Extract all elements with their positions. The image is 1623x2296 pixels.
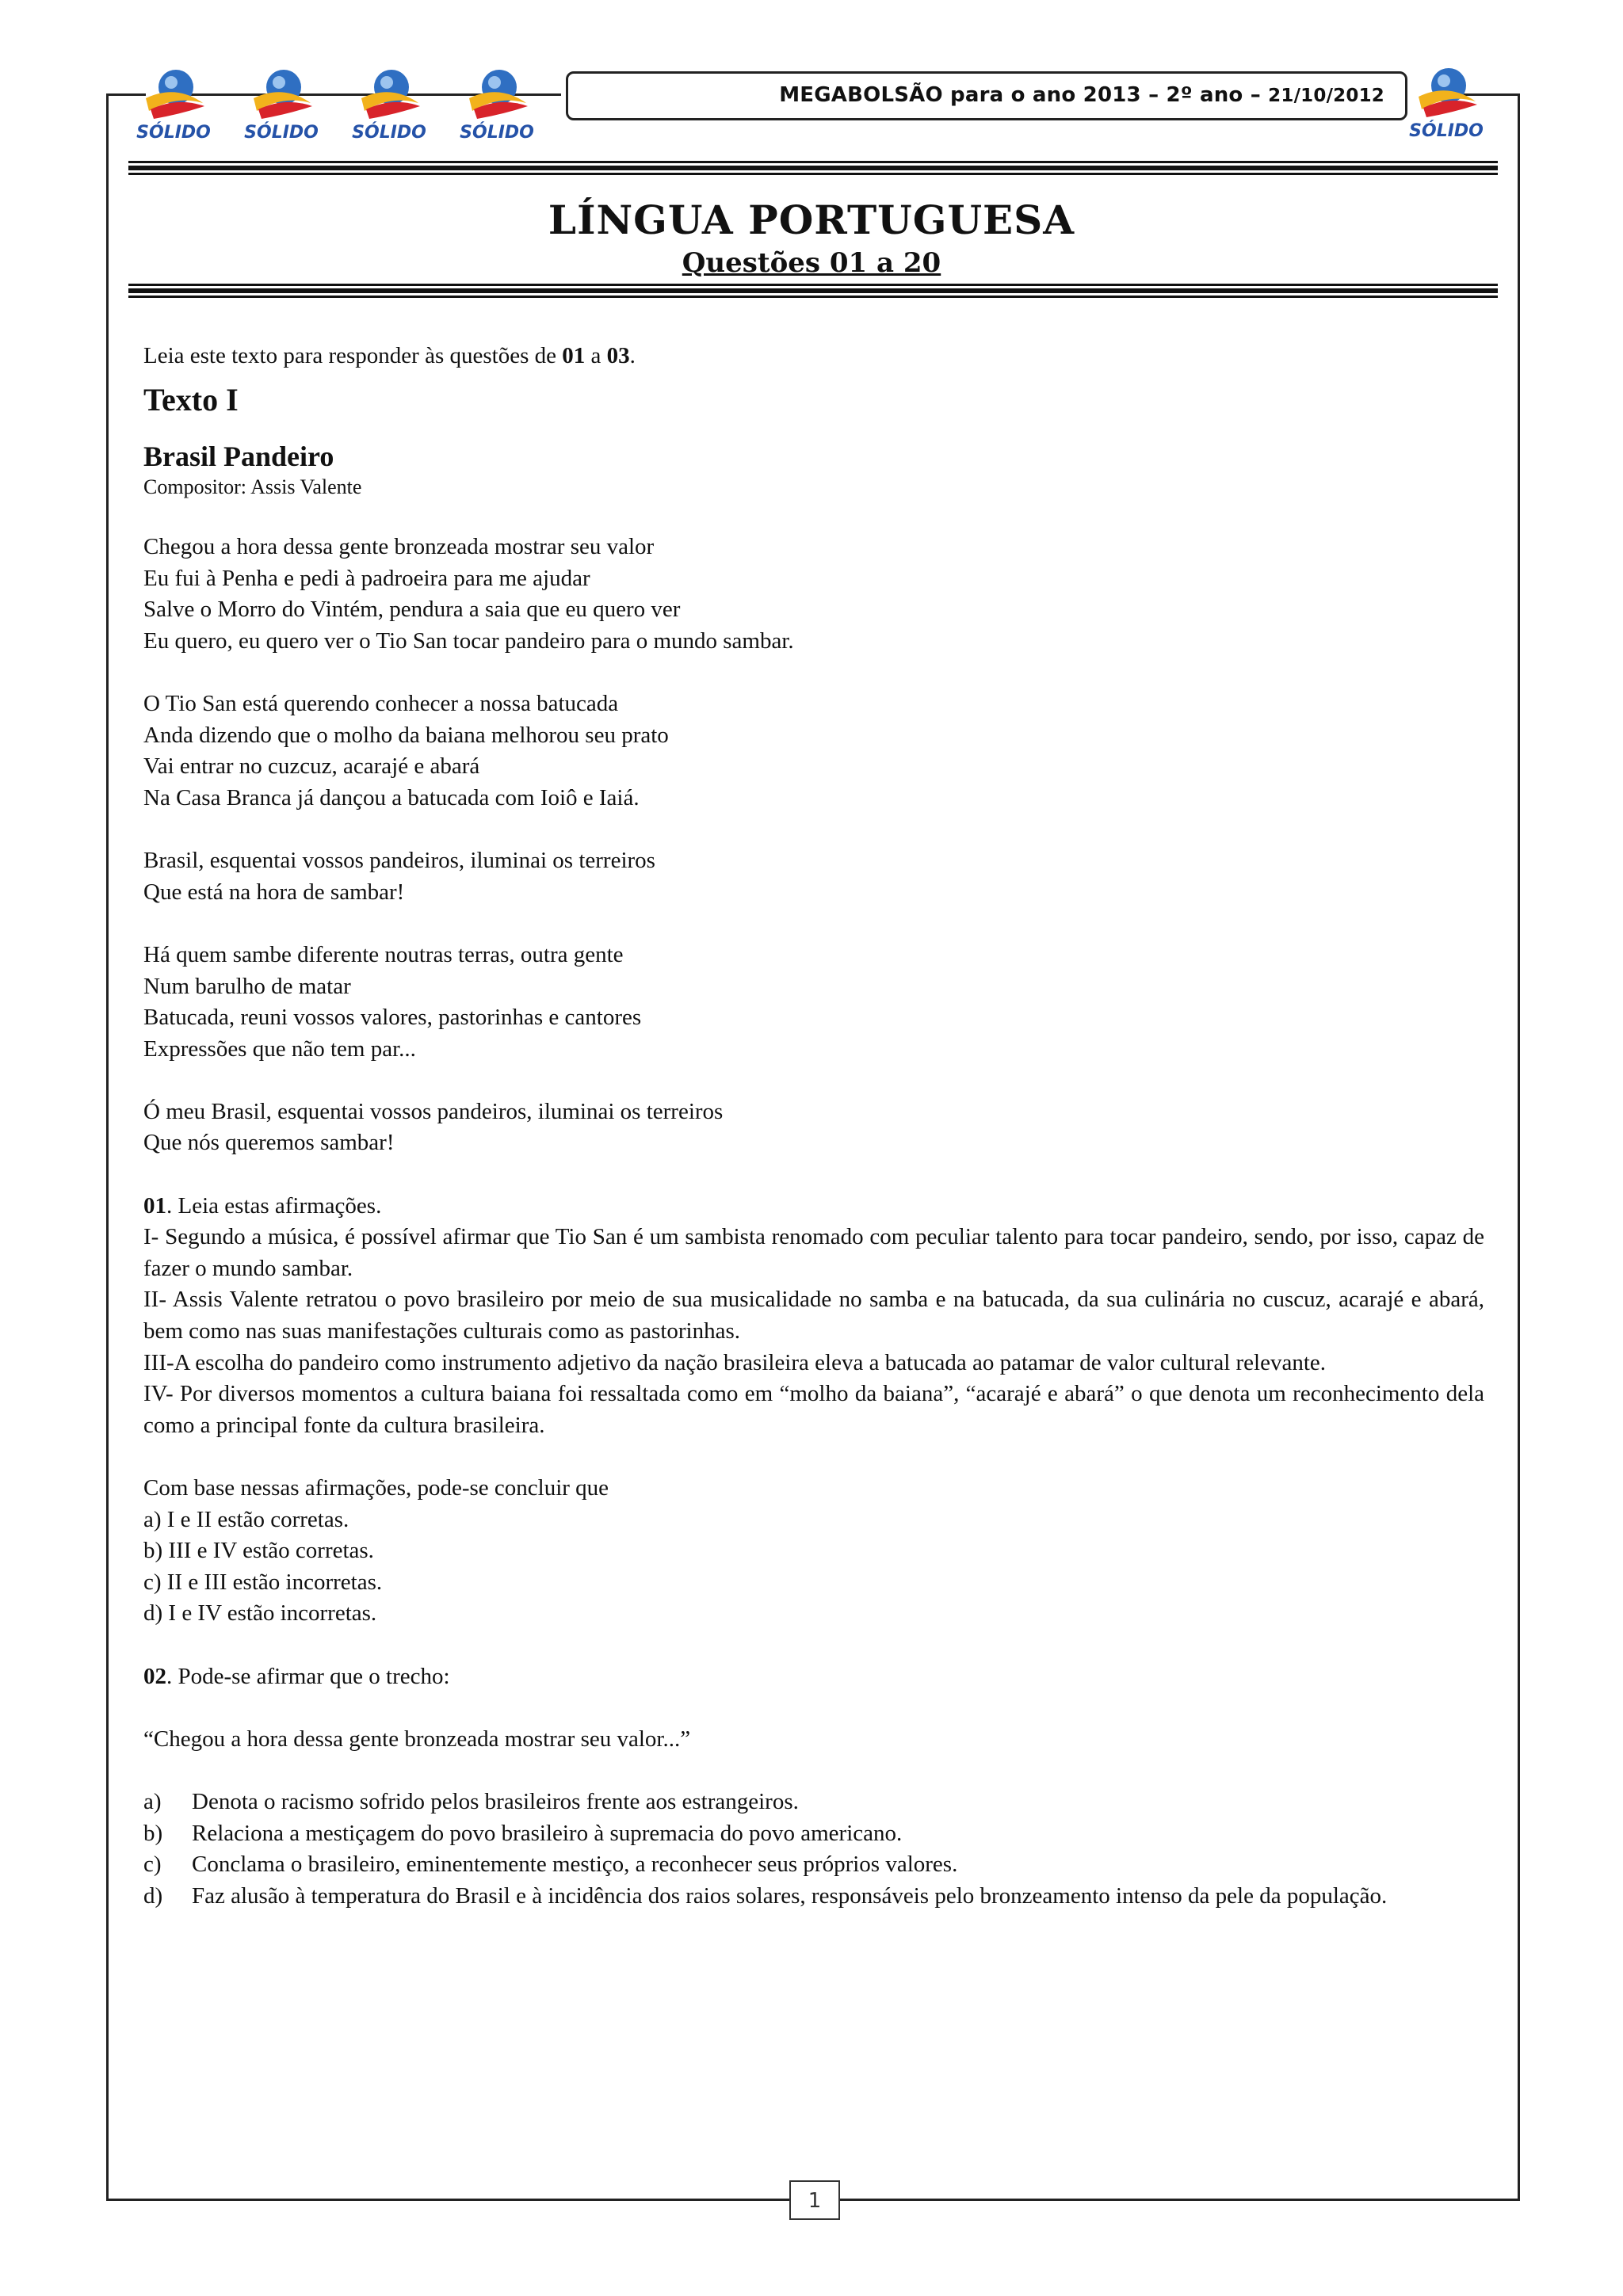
school-logo-icon [1409,62,1484,141]
lyric-line: Brasil, esquentai vossos pandeiros, iluminai os terreiros [143,848,655,874]
school-logo [136,63,211,143]
statement: IV- Por diversos momentos a cultura baiana foi ressaltada como em “molho da baiana”, “acarajé e abará” o que denota um reconhecimento dela como a principal fonte da cultura brasileira. [143,1381,1484,1438]
page-number: 1 [789,2180,840,2220]
question-prompt: 01. Leia estas afirmações. [143,1192,382,1219]
exam-header-box [566,71,1407,120]
subject-title: LÍNGUA PORTUGUESA [548,196,1075,243]
statement: I- Segundo a música, é possível afirmar que Tio San é um sambista renomado com peculiar talento para tocar pandeiro, sendo, por isso, capaz de fazer o mundo sambar. [143,1224,1484,1281]
song-stanza [143,688,1484,814]
school-logo [1409,62,1484,141]
answer-option: b) III e IV estão corretas. [143,1538,374,1564]
subject-subtitle: Questões 01 a 20 [682,247,941,279]
exam-header-title: MEGABOLSÃO para o ano 2013 – 2º ano – 21/10/2012 [779,83,1384,107]
lyric-line: Num barulho de matar [143,973,351,999]
lyric-line: Há quem sambe diferente noutras terras, outra gente [143,941,624,967]
lyric-line: Expressões que não tem par... [143,1035,416,1062]
answer-option [143,1881,1484,1913]
lyric-line: Chegou a hora dessa gente bronzeada mostrar seu valor [143,534,655,560]
option-text: Relaciona a mestiçagem do povo brasileiro à supremacia do povo americano. [192,1820,903,1846]
question-prompt: 02. Pode-se afirmar que o trecho: [143,1663,450,1689]
statement: III-A escolha do pandeiro como instrumento adjetivo da nação brasileira eleva a batucada ao patamar de valor cultural relevante. [143,1349,1327,1375]
answer-option [143,1818,1484,1850]
svg-text:SÓLIDO: SÓLIDO [352,123,426,143]
song-composer: Compositor: Assis Valente [143,475,362,498]
lyric-line: Na Casa Branca já dançou a batucada com Ioiô e Iaiá. [143,784,640,810]
school-logo-icon [136,63,211,143]
question-01 [143,1191,1484,1630]
svg-text:SÓLIDO: SÓLIDO [244,123,319,143]
page-frame-bottom [106,2199,791,2201]
song-stanza [143,532,1484,657]
lyric-line: Batucada, reuni vossos valores, pastorinhas e cantores [143,1005,642,1031]
document-body [143,341,1484,1912]
svg-text:SÓLIDO: SÓLIDO [460,123,534,143]
option-text: Denota o racismo sofrido pelos brasileiros frente aos estrangeiros. [192,1788,799,1814]
svg-text:SÓLIDO: SÓLIDO [136,123,211,143]
page-frame-bottom [838,2199,1520,2201]
divider-rule [128,284,1498,300]
question-quote: “Chegou a hora dessa gente bronzeada mostrar seu valor...” [143,1726,691,1752]
intro-instruction: Leia este texto para responder às questões de 01 a 03. [143,343,636,368]
question-lead: Com base nessas afirmações, pode-se concluir que [143,1475,609,1501]
lyric-line: Vai entrar no cuzcuz, acarajé e abará [143,753,480,780]
option-text: Conclama o brasileiro, eminentemente mestiço, a reconhecer seus próprios valores. [192,1852,958,1878]
song-stanza [143,940,1484,1065]
divider-rule [128,161,1498,177]
answer-option: a) I e II estão corretas. [143,1506,349,1532]
school-logo-icon [244,63,319,143]
question-02 [143,1661,1484,1913]
lyric-line: Ó meu Brasil, esquentai vossos pandeiros, iluminai os terreiros [143,1098,724,1124]
option-label: c) [143,1852,162,1878]
option-label: b) [143,1820,163,1846]
school-logo-icon [460,63,534,143]
song-title: Brasil Pandeiro [143,440,334,472]
lyric-line: Eu quero, eu quero ver o Tio San tocar pandeiro para o mundo sambar. [143,627,794,654]
svg-text:SÓLIDO: SÓLIDO [1409,121,1484,141]
answer-option [143,1787,1484,1818]
school-logo [460,63,534,143]
school-logo-icon [352,63,426,143]
option-label: a) [143,1788,162,1814]
lyric-line: Que está na hora de sambar! [143,879,405,905]
option-text: Faz alusão à temperatura do Brasil e à incidência dos raios solares, responsáveis pelo bronzeamento intenso da pele da população. [192,1882,1388,1909]
statement: II- Assis Valente retratou o povo brasileiro por meio de sua musicalidade no samba e na batucada, da sua culinária no cuscuz, acarajé e abará, bem como nas suas manifestações culturais como as pastorinhas. [143,1287,1484,1344]
school-logo [352,63,426,143]
lyric-line: O Tio San está querendo conhecer a nossa batucada [143,691,619,717]
option-label: d) [143,1882,163,1909]
texto-heading: Texto I [143,381,239,418]
song-stanza [143,1097,1484,1159]
song-stanza [143,845,1484,908]
lyric-line: Salve o Morro do Vintém, pendura a saia que eu quero ver [143,597,681,623]
lyric-line: Que nós queremos sambar! [143,1130,395,1156]
answer-option: c) II e III estão incorretas. [143,1569,383,1595]
page-frame-right [1518,93,1520,2201]
lyric-line: Anda dizendo que o molho da baiana melhorou seu prato [143,722,669,748]
page-frame-left [106,93,109,2201]
school-logo [244,63,319,143]
answer-option: d) I e IV estão incorretas. [143,1600,377,1627]
answer-option [143,1849,1484,1881]
lyric-line: Eu fui à Penha e pedi à padroeira para me ajudar [143,565,590,591]
